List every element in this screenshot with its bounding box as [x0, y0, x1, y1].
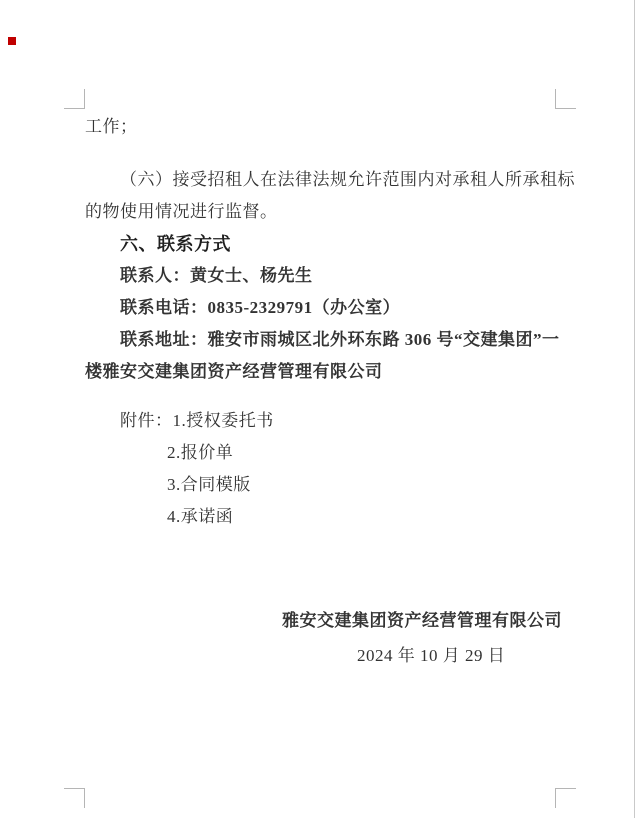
- attachment-item-3: 3.合同模版: [167, 475, 251, 494]
- attachment-item-2: 2.报价单: [167, 443, 234, 462]
- closing-line: 工作；: [85, 117, 138, 136]
- crop-mark-top-right: [555, 89, 576, 109]
- contact-address-line2: 楼雅安交建集团资产经营管理有限公司: [85, 362, 383, 381]
- attachments-label: 附件：: [120, 411, 173, 430]
- contact-heading: 六、联系方式: [120, 234, 231, 254]
- signature-company: 雅安交建集团资产经营管理有限公司: [282, 611, 562, 630]
- contact-phone: 联系电话：0835-2329791（办公室）: [120, 298, 401, 317]
- signature-date: 2024 年 10 月 29 日: [357, 646, 506, 665]
- crop-mark-top-left: [64, 89, 85, 109]
- clause-six-line2: 的物使用情况进行监督。: [85, 202, 278, 221]
- attachment-item-4: 4.承诺函: [167, 507, 234, 526]
- crop-mark-bottom-left: [64, 788, 85, 808]
- crop-mark-bottom-right: [555, 788, 576, 808]
- red-marker: [8, 37, 16, 45]
- document-body: [85, 111, 575, 672]
- contact-address-line1: 联系地址：雅安市雨城区北外环东路 306 号“交建集团”一: [120, 330, 560, 349]
- attachment-line-1: [85, 405, 565, 437]
- clause-six-line1: （六）接受招租人在法律法规允许范围内对承租人所承租标: [120, 170, 575, 189]
- attachment-item-1: 1.授权委托书: [172, 411, 274, 430]
- contact-person: 联系人：黄女士、杨先生: [120, 266, 313, 285]
